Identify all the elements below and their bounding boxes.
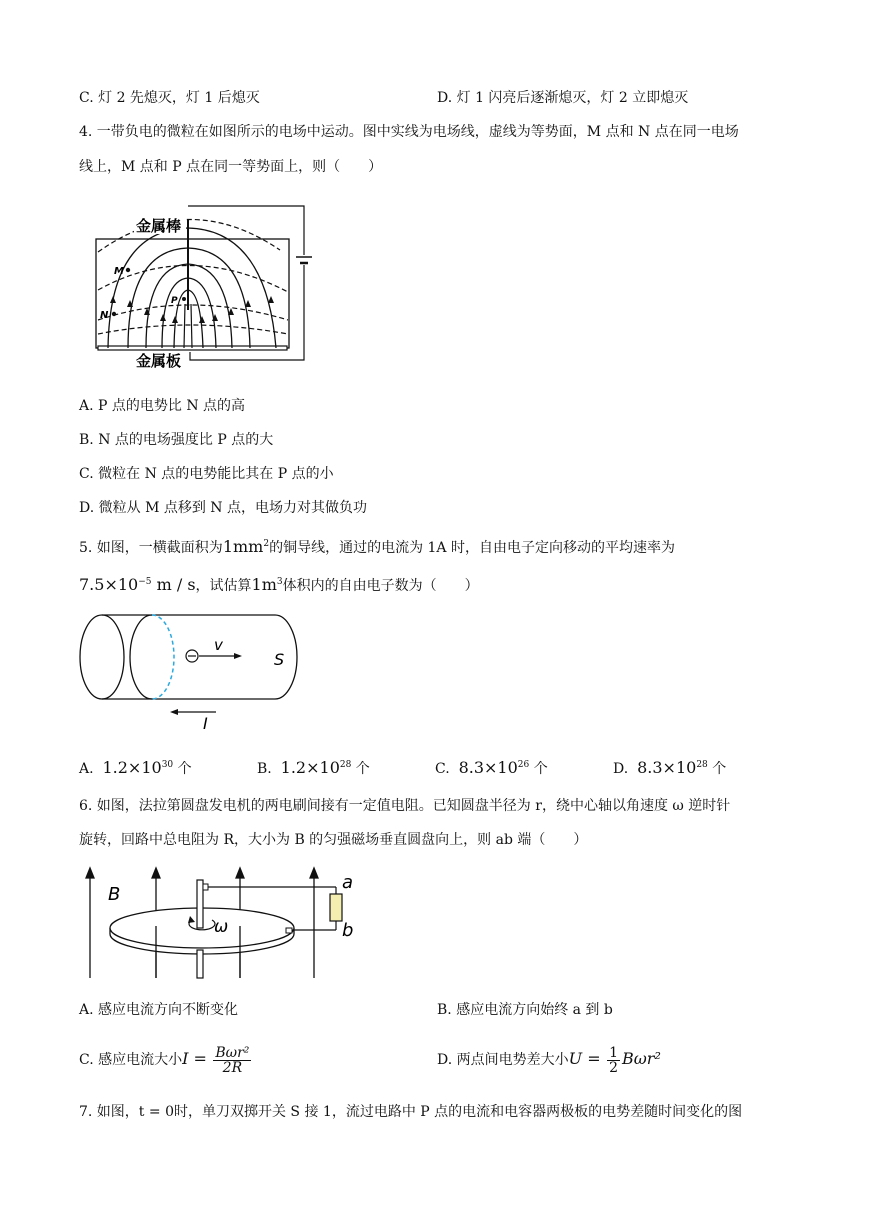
q6-option-d: D. 两点间电势差大小U = $\frac{1}{2}$ Bωr²	[437, 1044, 661, 1076]
q7-stem-line-1: 7. 如图，t = 0时，单刀双掷开关 S 接 1，流过电路中 P 点的电流和电容器两极板的电势差随时间变化的图	[79, 1104, 743, 1120]
q6-option-d-fraction: $\frac{1}{2}$	[609, 1044, 618, 1076]
q4-stem-line-2: 线上，M 点和 P 点在同一等势面上，则（ ）	[79, 159, 383, 175]
q5-option-d: D. $8.3\times 10^{28}$ 个	[613, 758, 727, 777]
point-p-label: P	[171, 296, 178, 306]
q6-stem-line-2: 旋转，回路中总电阻为 R，大小为 B 的匀强磁场垂直圆盘向上，则 ab 端（ ）	[79, 832, 588, 848]
q6-faraday-disc-figure	[80, 866, 370, 984]
q3-option-c: C. 灯 2 先熄灭，灯 1 后熄灭	[79, 90, 260, 106]
q4-electric-field-figure	[90, 200, 320, 372]
metal-rod-label: 金属棒	[136, 217, 182, 235]
q5-option-b: B. $1.2\times 10^{28}$ 个	[257, 758, 370, 777]
q4-stem-line-1: 4. 一带负电的微粒在如图所示的电场中运动。图中实线为电场线，虚线为等势面，M 点和 N 点在同一电场	[79, 124, 739, 140]
q5-stem-line-1: 5. 如图，一横截面积为$1mm^2$的铜导线，通过的电流为 1A 时，自由电子定向移动的平均速率为	[79, 537, 675, 556]
terminal-b-label: b	[342, 920, 354, 941]
q6-option-a: A. 感应电流方向不断变化	[79, 1002, 239, 1018]
q5-option-c: C. $8.3\times 10^{26}$ 个	[435, 758, 548, 777]
omega-label: ω	[214, 917, 229, 937]
q5-stem-line-2: $7.5\times 10^{-5}$ m / s，试估算$1m^3$体积内的自由电子数为（ ）	[79, 575, 479, 594]
q3-option-d: D. 灯 1 闪亮后逐渐熄灭，灯 2 立即熄灭	[437, 90, 689, 106]
q6-option-b: B. 感应电流方向始终 a 到 b	[437, 1002, 613, 1018]
q6-option-c-fraction: $\frac{\text{Bωr²}}{2R}$	[215, 1044, 250, 1076]
q4-option-b: B. N 点的电场强度比 P 点的大	[79, 432, 274, 448]
q6-stem-line-1: 6. 如图，法拉第圆盘发电机的两电刷间接有一定值电阻。已知圆盘半径为 r，绕中心轴以角速度 ω 逆时针	[79, 798, 731, 814]
q5-option-a: A. $1.2\times 10^{30}$ 个	[79, 758, 192, 777]
current-label: I	[203, 714, 208, 733]
q4-option-c: C. 微粒在 N 点的电势能比其在 P 点的小	[79, 466, 334, 482]
q6-option-c: C. 感应电流大小I = $\frac{\text{Bωr²}}{2R}$	[79, 1044, 250, 1076]
magnetic-field-label: B	[108, 884, 121, 905]
q4-option-d: D. 微粒从 M 点移到 N 点，电场力对其做负功	[79, 500, 368, 516]
velocity-label: v	[214, 636, 223, 654]
metal-plate-label: 金属板	[136, 352, 182, 370]
terminal-a-label: a	[342, 872, 354, 893]
q4-option-a: A. P 点的电势比 N 点的高	[79, 398, 246, 414]
point-n-label: N	[100, 310, 109, 321]
q5-wire-figure	[78, 614, 304, 736]
cross-section-label: S	[274, 650, 285, 669]
point-m-label: M	[114, 266, 124, 277]
